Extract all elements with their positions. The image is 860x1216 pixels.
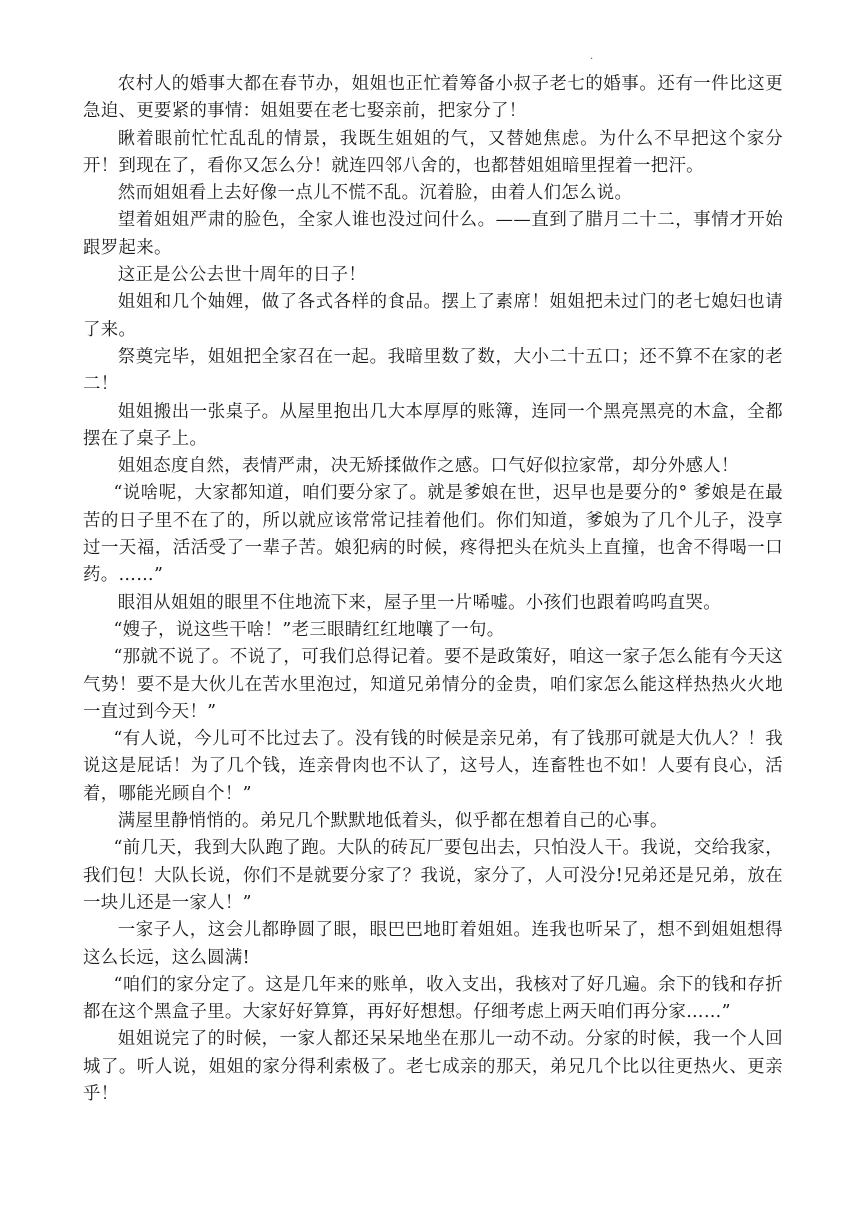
paragraph: 姐姐和几个妯娌，做了各式各样的食品。摆上了素席！姐姐把未过门的老七媳妇也请了来。 bbox=[83, 292, 783, 340]
quote-paragraph: “那就不说了。不说了，可我们总得记着。要不是政策好，咱这一家子怎么能有今天这气势！要不是大伙儿在苦水里泡过，知道兄弟情分的金贵，咱们家怎么能这样热热火火地一直过到今天！” bbox=[83, 647, 783, 722]
article-body bbox=[83, 71, 783, 1108]
paragraph: 望着姐姐严肃的脸色，全家人谁也没过问什么。——直到了腊月二十二，事情才开始跟罗起来。 bbox=[83, 210, 783, 258]
paragraph: 眼泪从姐姐的眼里不住地流下来，屋子里一片唏嘘。小孩们也跟着呜呜直哭。 bbox=[117, 592, 721, 613]
paragraph: 瞅着眼前忙忙乱乱的情景，我既生姐姐的气，又替她焦虑。为什么不早把这个家分开！到现在了，看你又怎么分！就连四邻八舍的，也都替姐姐暗里捏着一把汗。 bbox=[83, 128, 783, 176]
page-top-mark: . bbox=[590, 51, 594, 62]
paragraph: 姐姐态度自然，表情严肃，决无矫揉做作之感。口气好似拉家常，却分外感人！ bbox=[117, 456, 739, 477]
paragraph: 姐姐说完了的时候，一家人都还呆呆地坐在那儿一动不动。分家的时候，我一个人回城了。听人说，姐姐的家分得利索极了。老七成亲的那天，弟兄几个比以往更热火、更亲乎！ bbox=[83, 1029, 783, 1104]
paragraph: 一家子人，这会儿都睁圆了眼，眼巴巴地盯着姐姐。连我也听呆了，想不到姐姐想得这么长远，这么圆满! bbox=[83, 920, 783, 968]
paragraph: 这正是公公去世十周年的日子！ bbox=[117, 265, 367, 286]
paragraph: 祭奠完毕，姐姐把全家召在一起。我暗里数了数，大小二十五口；还不算不在家的老二！ bbox=[83, 346, 783, 395]
quote-paragraph: “咱们的家分定了。这是几年来的账单，收入支出，我核对了好几遍。余下的钱和存折都在这个黑盒子里。大家好好算算，再好好想想。仔细考虑上两天咱们再分家……” bbox=[83, 974, 783, 1023]
quote-paragraph: “说啥呢，大家都知道，咱们要分家了。就是爹娘在世，迟早也是要分的° 爹娘是在最苦的日子里不在了的，所以就应该常常记挂着他们。你们知道，爹娘为了几个儿子，没享过一天福，活活受了一辈子苦。娘犯病的时候，疼得把头在炕头上直撞，也舍不得喝一口药。……” bbox=[83, 483, 783, 586]
paragraph: 农村人的婚事大都在春节办，姐姐也正忙着筹备小叔子老七的婚事。还有一件比这更急迫、更要紧的事情：姐姐要在老七娶亲前，把家分了！ bbox=[83, 74, 783, 122]
paragraph: 姐姐搬出一张桌子。从屋里抱出几大本厚厚的账簿，连同一个黑亮黑亮的木盒，全都摆在了桌子上。 bbox=[83, 401, 783, 449]
paragraph: 满屋里静悄悄的。弟兄几个默默地低着头，似乎都在想着自己的心事。 bbox=[117, 811, 668, 832]
quote-paragraph: “前几天，我到大队跑了跑。大队的砖瓦厂要包出去，只怕没人干。我说，交给我家，我们包！大队长说，你们不是就要分家了？我说，家分了，人可没分!兄弟还是兄弟，放在一块儿还是一家人！” bbox=[83, 838, 783, 913]
paragraph: 然而姐姐看上去好像一点儿不慌不乱。沉着脸，由着人们怎么说。 bbox=[117, 183, 633, 204]
quote-paragraph: “嫂子，说这些干啥！”老三眼睛红红地嚷了一句。 bbox=[113, 619, 505, 640]
quote-paragraph: “有人说，今儿可不比过去了。没有钱的时候是亲兄弟，有了钱那可就是大仇人？！我说这是屁话！为了几个钱，连亲骨肉也不认了，这号人，连畜牲也不如！人要有良心，活着，哪能光顾自个！” bbox=[83, 729, 783, 804]
